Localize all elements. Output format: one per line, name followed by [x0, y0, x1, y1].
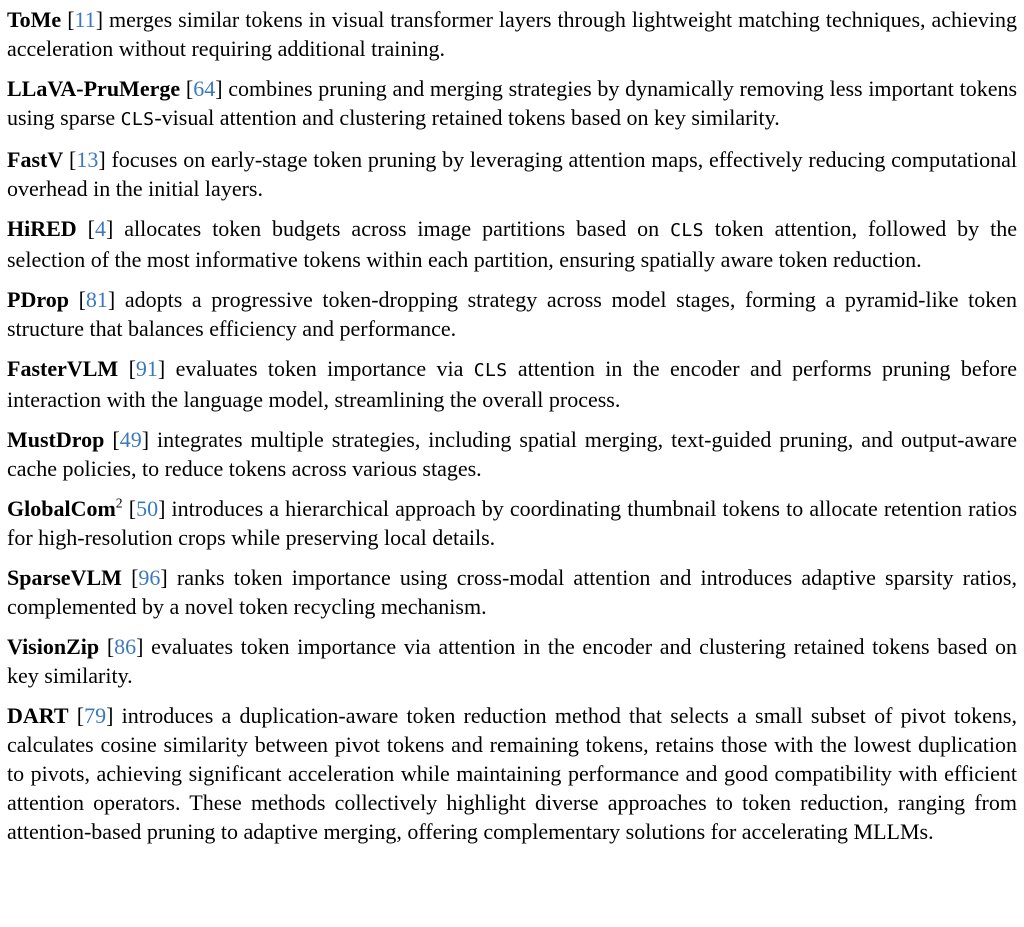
- method-name-superscript: 2: [115, 495, 123, 511]
- method-paragraph: [7, 285, 1017, 343]
- citation-number: 81: [85, 287, 108, 312]
- method-paragraph: [7, 74, 1017, 134]
- method-paragraph: [7, 5, 1017, 63]
- method-paragraph: [7, 354, 1017, 414]
- citation-close-bracket: ]: [105, 216, 114, 241]
- body-text: attention in the encoder and performs pruning before interaction with the language model, streamlining the overall process.: [7, 356, 1018, 412]
- citation-number: 50: [136, 496, 159, 521]
- citation-open-bracket: [: [67, 7, 75, 32]
- citation-link[interactable]: [67, 7, 103, 32]
- body-text: adopts a progressive token-dropping strategy across model stages, forming a pyramid-like token structure that balances efficiency and performance.: [7, 287, 1017, 341]
- citation-link[interactable]: [107, 634, 144, 659]
- method-name: LLaVA-PruMerge: [7, 76, 181, 101]
- citation-close-bracket: ]: [215, 76, 223, 101]
- citation-close-bracket: ]: [95, 7, 104, 32]
- body-text: allocates token budgets across image partitions based on: [124, 216, 671, 241]
- method-name: ToMe: [7, 7, 62, 32]
- method-name: HiRED: [7, 216, 77, 241]
- citation-number: 49: [119, 427, 142, 452]
- method-paragraph: [7, 632, 1017, 690]
- citation-number: 96: [138, 565, 161, 590]
- inline-code-token: CLS: [120, 109, 155, 130]
- body-text: introduces a duplication-aware token reduction method that selects a small subset of pivot tokens, calculates cosine similarity between pivot tokens and remaining tokens, retains those with the lowest duplication to pivots, achieving significant acceleration while maintaining performance and good compatibility with efficient attention operators. These methods collectively highlight diverse approaches to token reduction, ranging from attention-based pruning to adaptive merging, offering complementary solutions for accelerating MLLMs.: [7, 703, 1017, 844]
- citation-open-bracket: [: [128, 496, 137, 521]
- citation-close-bracket: ]: [157, 356, 166, 381]
- body-text: evaluates token importance via: [175, 356, 474, 381]
- citation-link[interactable]: [129, 356, 166, 381]
- citation-open-bracket: [: [69, 147, 77, 172]
- inline-code-token: CLS: [670, 220, 704, 241]
- citation-close-bracket: ]: [106, 703, 114, 728]
- body-text: evaluates token importance via attention in the encoder and clustering retained tokens based on key similarity.: [7, 634, 1018, 688]
- body-text: integrates multiple strategies, including spatial merging, text-guided pruning, and output-aware cache policies, to reduce tokens across various stages.: [7, 427, 1018, 481]
- citation-number: 4: [94, 216, 106, 241]
- citation-link[interactable]: [77, 703, 114, 728]
- inline-code-token: CLS: [473, 360, 508, 381]
- body-text: combines pruning and merging strategies by dynamically removing less important tokens using sparse: [7, 76, 1018, 130]
- method-name: FasterVLM: [7, 356, 119, 381]
- citation-link[interactable]: [129, 496, 166, 521]
- citation-link[interactable]: [186, 76, 223, 101]
- method-paragraph: [7, 425, 1017, 483]
- citation-open-bracket: [: [76, 703, 85, 728]
- citation-link[interactable]: [112, 427, 149, 452]
- citation-open-bracket: [: [185, 76, 194, 101]
- citation-open-bracket: [: [106, 634, 115, 659]
- method-paragraph: [7, 701, 1017, 846]
- body-text: token attention, followed by the selection of the most informative tokens within each partition, ensuring spatially aware token reduction.: [7, 216, 1018, 272]
- citation-number: 13: [76, 147, 99, 172]
- body-text: focuses on early-stage token pruning by leveraging attention maps, effectively reducing computational overhead in the initial layers.: [7, 147, 1018, 201]
- citation-number: 86: [114, 634, 137, 659]
- citation-open-bracket: [: [131, 565, 139, 590]
- method-name: SparseVLM: [7, 565, 122, 590]
- method-name: MustDrop: [7, 427, 105, 452]
- citation-open-bracket: [: [87, 216, 95, 241]
- method-paragraph: [7, 563, 1017, 621]
- citation-close-bracket: ]: [98, 147, 106, 172]
- citation-open-bracket: [: [128, 356, 136, 381]
- citation-number: 11: [74, 7, 96, 32]
- citation-close-bracket: ]: [158, 496, 166, 521]
- citation-link[interactable]: [79, 287, 116, 312]
- citation-link[interactable]: [88, 216, 114, 241]
- citation-close-bracket: ]: [160, 565, 168, 590]
- citation-number: 79: [84, 703, 107, 728]
- citation-number: 91: [135, 356, 158, 381]
- citation-close-bracket: ]: [141, 427, 150, 452]
- method-paragraph: [7, 214, 1017, 274]
- method-paragraph: [7, 145, 1017, 203]
- citation-number: 64: [193, 76, 216, 101]
- citation-close-bracket: ]: [136, 634, 144, 659]
- method-paragraph: [7, 494, 1017, 552]
- citation-link[interactable]: [131, 565, 168, 590]
- citation-open-bracket: [: [78, 287, 86, 312]
- citation-link[interactable]: [69, 147, 106, 172]
- method-name: VisionZip: [7, 634, 100, 659]
- body-text: introduces a hierarchical approach by coordinating thumbnail tokens to allocate retention ratios for high-resolution crops while preserving local details.: [7, 496, 1018, 550]
- body-text: merges similar tokens in visual transformer layers through lightweight matching techniques, achieving acceleration without requiring additional training.: [7, 7, 1018, 61]
- citation-close-bracket: ]: [107, 287, 116, 312]
- method-name: DART: [7, 703, 69, 728]
- body-text: -visual attention and clustering retained tokens based on key similarity.: [154, 105, 780, 130]
- method-name: FastV: [7, 147, 64, 172]
- method-name: PDrop: [7, 287, 69, 312]
- body-text: ranks token importance using cross-modal attention and introduces adaptive sparsity ratios, complemented by a novel token recycling mechanism.: [7, 565, 1017, 619]
- citation-open-bracket: [: [112, 427, 120, 452]
- method-name: GlobalCom: [7, 496, 116, 521]
